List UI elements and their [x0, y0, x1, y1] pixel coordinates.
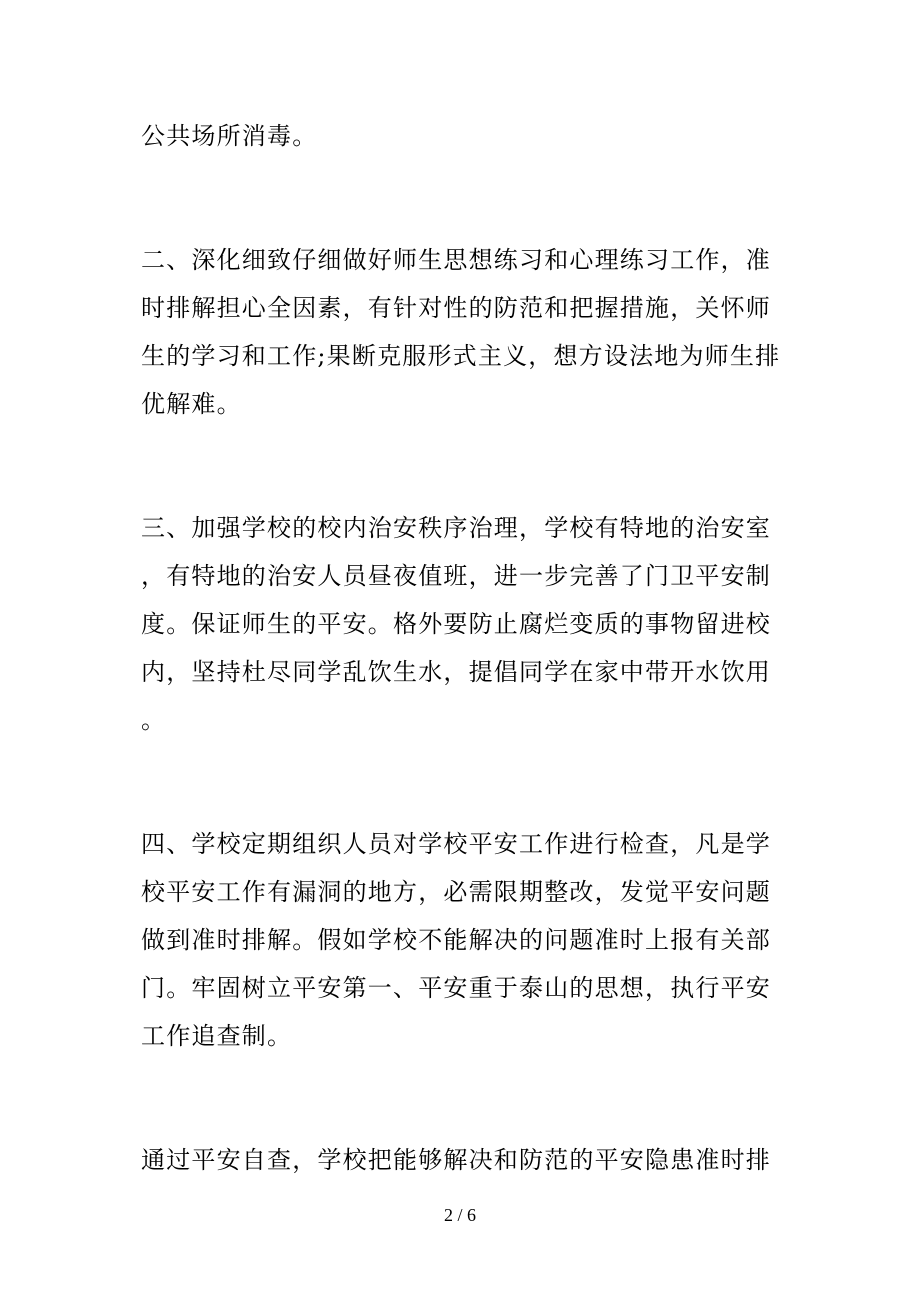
paragraph-line: 工作追查制。: [141, 1022, 293, 1050]
paragraph-line: 内，坚持杜尽同学乱饮生水，提倡同学在家中带开水饮用: [141, 658, 771, 686]
paragraph-line: 优解难。: [141, 390, 242, 418]
paragraph-line: 校平安工作有漏洞的地方，必需限期整改，发觉平安问题: [141, 878, 771, 906]
paragraph-line: 做到准时排解。假如学校不能解决的问题准时上报有关部: [141, 926, 771, 954]
paragraph-line: 时排解担心全因素，有针对性的防范和把握措施，关怀师: [141, 294, 771, 322]
page-number: 2 / 6: [443, 1205, 476, 1225]
paragraph-line: 。: [141, 706, 167, 734]
paragraph-line: 度。保证师生的平安。格外要防止腐烂变质的事物留进校: [141, 610, 771, 638]
paragraph-line: 三、加强学校的校内治安秩序治理，学校有特地的治安室: [141, 514, 771, 542]
paragraph-line: 二、深化细致仔细做好师生思想练习和心理练习工作，准: [141, 246, 771, 274]
paragraph-line: 通过平安自查，学校把能够解决和防范的平安隐患准时排: [141, 1146, 771, 1174]
paragraph-line: 四、学校定期组织人员对学校平安工作进行检查，凡是学: [141, 830, 771, 858]
paragraph-line: 门。牢固树立平安第一、平安重于泰山的思想，执行平安: [141, 974, 771, 1002]
paragraph-line: ，有特地的治安人员昼夜值班，进一步完善了门卫平安制: [141, 562, 771, 590]
paragraph-line: 生的学习和工作;果断克服形式主义，想方设法地为师生排: [141, 342, 781, 370]
paragraph-line: 公共场所消毒。: [141, 122, 318, 150]
